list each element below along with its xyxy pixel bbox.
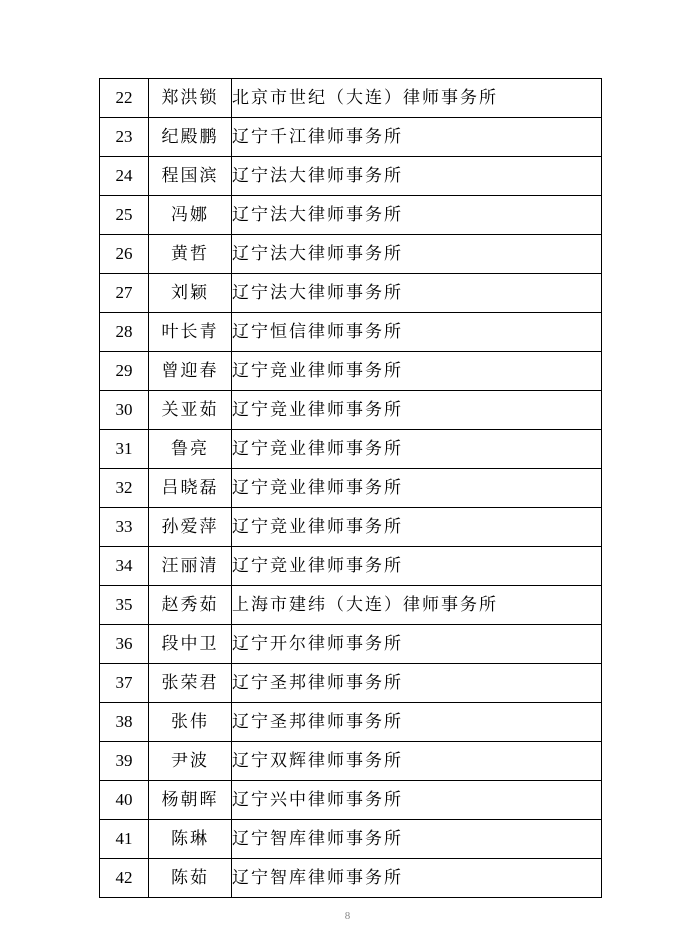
row-number-cell: 36 [100,625,149,664]
law-firm-cell: 辽宁圣邦律师事务所 [232,703,602,742]
table-row [100,703,602,742]
lawyer-name-cell: 程国滨 [149,157,232,196]
lawyer-name-cell: 曾迎春 [149,352,232,391]
lawyer-name-cell: 赵秀茹 [149,586,232,625]
table-row [100,586,602,625]
law-firm-cell: 辽宁竞业律师事务所 [232,469,602,508]
lawyer-name-cell: 张伟 [149,703,232,742]
row-number-cell: 25 [100,196,149,235]
lawyer-name-cell: 刘颖 [149,274,232,313]
law-firm-cell: 上海市建纬（大连）律师事务所 [232,586,602,625]
table-row [100,820,602,859]
law-firm-cell: 辽宁法大律师事务所 [232,157,602,196]
law-firm-cell: 辽宁兴中律师事务所 [232,781,602,820]
law-firm-cell: 辽宁竞业律师事务所 [232,391,602,430]
row-number-cell: 23 [100,118,149,157]
row-number-cell: 39 [100,742,149,781]
table-row [100,664,602,703]
lawyer-roster-table [99,78,602,898]
table-row [100,118,602,157]
table-row [100,430,602,469]
roster-table-body [100,79,602,898]
row-number-cell: 38 [100,703,149,742]
row-number-cell: 41 [100,820,149,859]
table-row [100,352,602,391]
table-row [100,274,602,313]
table-row [100,391,602,430]
row-number-cell: 26 [100,235,149,274]
lawyer-name-cell: 陈茹 [149,859,232,898]
row-number-cell: 32 [100,469,149,508]
lawyer-name-cell: 段中卫 [149,625,232,664]
lawyer-name-cell: 杨朝晖 [149,781,232,820]
table-row [100,79,602,118]
row-number-cell: 40 [100,781,149,820]
table-row [100,313,602,352]
lawyer-name-cell: 汪丽清 [149,547,232,586]
table-row [100,859,602,898]
law-firm-cell: 辽宁竞业律师事务所 [232,547,602,586]
row-number-cell: 42 [100,859,149,898]
table-row [100,469,602,508]
lawyer-name-cell: 黄哲 [149,235,232,274]
row-number-cell: 37 [100,664,149,703]
law-firm-cell: 辽宁竞业律师事务所 [232,352,602,391]
law-firm-cell: 辽宁千江律师事务所 [232,118,602,157]
law-firm-cell: 辽宁智库律师事务所 [232,859,602,898]
lawyer-name-cell: 张荣君 [149,664,232,703]
lawyer-name-cell: 鲁亮 [149,430,232,469]
lawyer-name-cell: 郑洪锁 [149,79,232,118]
law-firm-cell: 辽宁法大律师事务所 [232,235,602,274]
lawyer-name-cell: 关亚茹 [149,391,232,430]
table-row [100,508,602,547]
law-firm-cell: 辽宁竞业律师事务所 [232,430,602,469]
row-number-cell: 28 [100,313,149,352]
row-number-cell: 30 [100,391,149,430]
row-number-cell: 24 [100,157,149,196]
row-number-cell: 35 [100,586,149,625]
lawyer-name-cell: 陈琳 [149,820,232,859]
page-number: 8 [344,910,351,922]
row-number-cell: 34 [100,547,149,586]
law-firm-cell: 辽宁智库律师事务所 [232,820,602,859]
lawyer-name-cell: 吕晓磊 [149,469,232,508]
law-firm-cell: 辽宁法大律师事务所 [232,196,602,235]
table-row [100,625,602,664]
law-firm-cell: 辽宁圣邦律师事务所 [232,664,602,703]
lawyer-name-cell: 孙爱萍 [149,508,232,547]
law-firm-cell: 北京市世纪（大连）律师事务所 [232,79,602,118]
law-firm-cell: 辽宁双辉律师事务所 [232,742,602,781]
row-number-cell: 29 [100,352,149,391]
row-number-cell: 33 [100,508,149,547]
lawyer-name-cell: 尹波 [149,742,232,781]
row-number-cell: 27 [100,274,149,313]
table-row [100,157,602,196]
table-row [100,235,602,274]
table-row [100,196,602,235]
row-number-cell: 22 [100,79,149,118]
law-firm-cell: 辽宁竞业律师事务所 [232,508,602,547]
law-firm-cell: 辽宁法大律师事务所 [232,274,602,313]
row-number-cell: 31 [100,430,149,469]
table-row [100,742,602,781]
table-row [100,781,602,820]
table-row [100,547,602,586]
lawyer-name-cell: 纪殿鹏 [149,118,232,157]
lawyer-name-cell: 叶长青 [149,313,232,352]
law-firm-cell: 辽宁开尔律师事务所 [232,625,602,664]
lawyer-name-cell: 冯娜 [149,196,232,235]
law-firm-cell: 辽宁恒信律师事务所 [232,313,602,352]
